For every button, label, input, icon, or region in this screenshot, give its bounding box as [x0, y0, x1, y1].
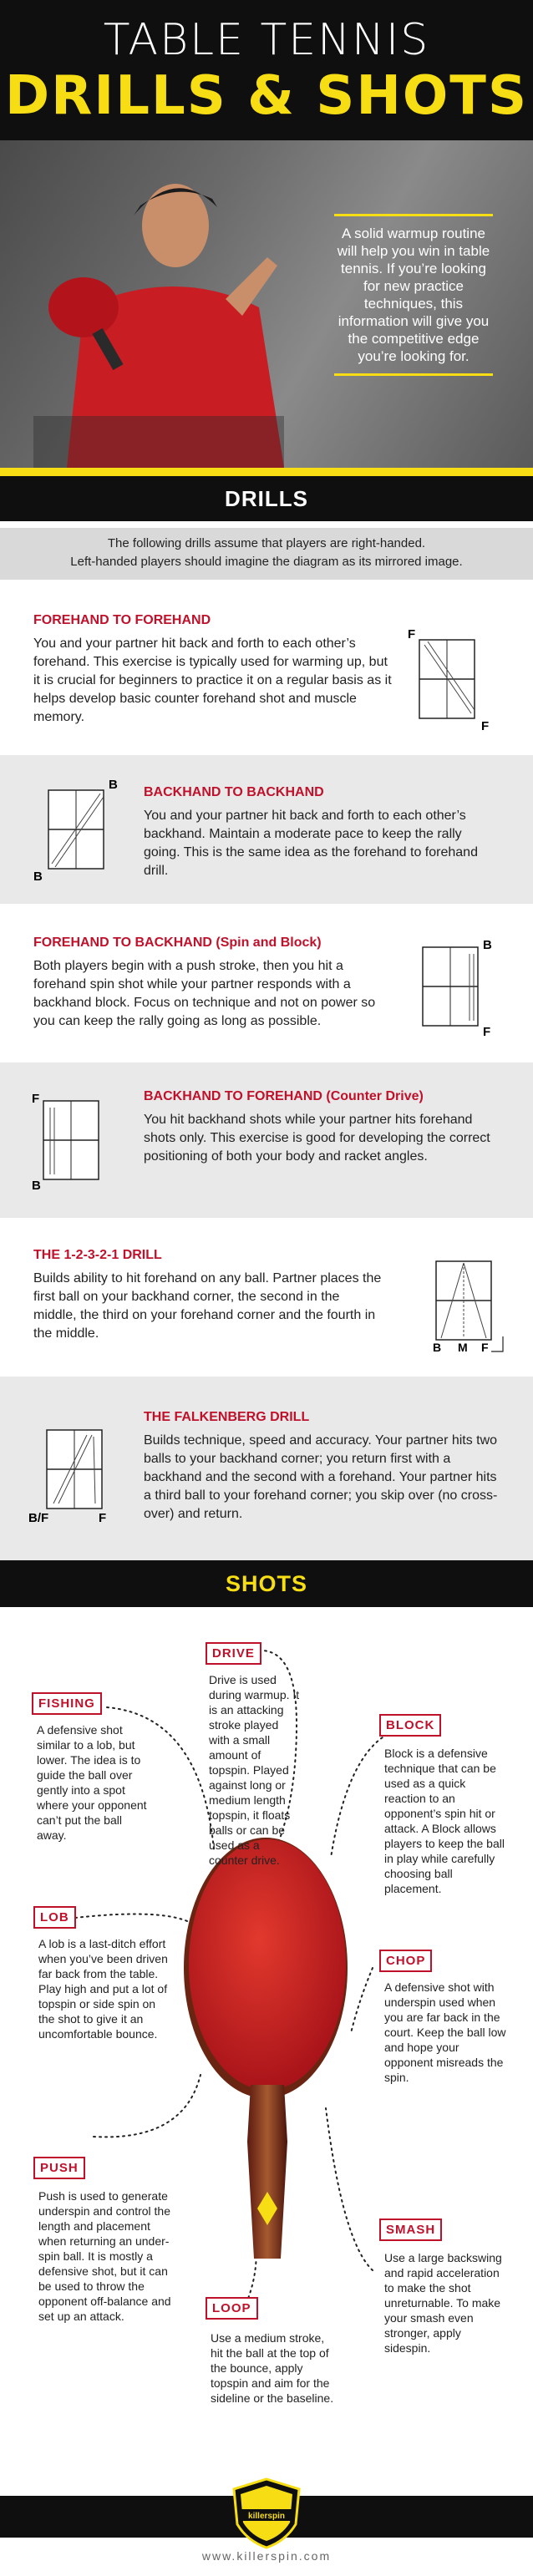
- drill-description: Builds ability to hit forehand on any ball. Partner places the first ball on your backhand corner, the second in the middle, the third on your forehand corner and the fourth in the middle.: [33, 1271, 382, 1341]
- shots-section-title: SHOTS: [0, 1560, 533, 1607]
- drill-backhand-to-backhand: [0, 755, 533, 904]
- diagram-label: F: [408, 627, 416, 641]
- shot-description-fishing: A defensive shot similar to a lob, but lower. The idea is to guide the ball over gently into a spot where your opponent can’t put the ball away.: [37, 1723, 147, 1842]
- drill-forehand-to-backhand: [0, 904, 533, 1062]
- header-title-line1: TABLE TENNIS: [103, 15, 430, 65]
- diagram-label: F: [481, 1341, 489, 1353]
- drills-section-title: DRILLS: [0, 476, 533, 521]
- drill-falkenberg: [0, 1377, 533, 1560]
- drill-description: Both players begin with a push stroke, then you hit a forehand spin shot while your partner responds with a backhand block. Focus on technique and not on power so you can keep the rally going as long as possible.: [33, 959, 376, 1028]
- shot-description-chop: A defensive shot with underspin used when you are far back in the court. Keep the ball low and hope your opponent misreads the spin.: [384, 1980, 506, 2084]
- header: [0, 0, 533, 140]
- drill-title: THE FALKENBERG DRILL: [144, 1410, 310, 1424]
- drill-1-2-3-2-1: [0, 1218, 533, 1377]
- header-title-line2: DRILLS & SHOTS: [4, 65, 529, 127]
- drill-description: You hit backhand shots while your partner hits forehand shots only. This exercise is good for developing the correct positioning of both your body and racket angles.: [144, 1113, 490, 1164]
- hero-photo: [0, 140, 533, 468]
- shot-label-smash: SMASH: [379, 2219, 442, 2241]
- diagram-label: F: [481, 719, 490, 732]
- player-illustration: [33, 165, 284, 468]
- shot-label-fishing: FISHING: [32, 1692, 102, 1715]
- shot-label-chop: CHOP: [379, 1950, 432, 1972]
- drill-diagram: [25, 1084, 117, 1193]
- drill-description: You and your partner hit back and forth to each other’s backhand. Maintain a moderate pace to keep the rally going. This is the same idea as the forehand to forehand drill.: [144, 809, 478, 878]
- diagram-label: B: [109, 778, 118, 792]
- diagram-label: B: [33, 870, 43, 882]
- drills-intro-line1: The following drills assume that players are right-handed.: [107, 536, 426, 550]
- shot-description-block: Block is a defensive technique that can be used as a quick reaction to an opponent’s spin hit or attack. A Block allows players to keep the ball in play while carefully choosing ball placement.: [384, 1747, 505, 1895]
- hero-overlay-text: A solid warmup routine will help you win in table tennis. If you’re looking for new practice techniques, this information will give you the competitive edge you’re looking for.: [334, 214, 493, 376]
- shot-label-block: BLOCK: [379, 1714, 441, 1737]
- killerspin-logo: [229, 2477, 304, 2549]
- drill-forehand-to-forehand: [0, 595, 533, 755]
- diagram-label: F: [99, 1511, 107, 1525]
- shot-description-push: Push is used to generate underspin and control the length and placement when returning an under-spin ball. It is mostly a defensive shot, but it can be used to throw the opponent off-balance and set up an attack.: [38, 2189, 171, 2323]
- diagram-label: B/F: [28, 1511, 49, 1525]
- drill-description: You and your partner hit back and forth to each other’s forehand. This exercise is typically used for warming up, but it is crucial for beginners to practice it on a regular basis as it helps develop basic counter forehand shot and muscle memory.: [33, 636, 392, 724]
- diagram-label: F: [483, 1025, 491, 1039]
- diagram-label: B: [433, 1341, 442, 1353]
- drill-diagram: [404, 623, 496, 732]
- drill-diagram: [411, 931, 503, 1039]
- footer-url-link[interactable]: www.killerspin.com: [201, 2549, 332, 2563]
- drill-diagram: [28, 1413, 120, 1530]
- drill-diagram: [424, 1245, 508, 1353]
- shot-description-drive: Drive is used during warmup. It is an attacking stroke played with a small amount of topspin. Played against long or medium length topspin, it floats balls or can be used as a counter drive.: [209, 1673, 300, 1867]
- diagram-label: B: [32, 1179, 41, 1193]
- drill-title: THE 1-2-3-2-1 DRILL: [33, 1248, 162, 1262]
- shot-description-lob: A lob is a last-ditch effort when you’ve been driven far back from the table. Play high and put a lot of topspin or side spin on the shot to give it an uncomfortable bounce.: [38, 1937, 168, 2041]
- diagram-label: B: [483, 938, 492, 952]
- shot-label-loop: LOOP: [206, 2297, 258, 2320]
- shot-label-lob: LOB: [33, 1906, 76, 1929]
- diagram-label: M: [458, 1341, 468, 1353]
- drill-description: Builds technique, speed and accuracy. Your partner hits two balls to your backhand corner; you return first with a backhand and the second with a forehand. Your partner hits a third ball to your forehand corner; you skip over (no cross-over) and return.: [144, 1433, 498, 1521]
- logo-text: killerspin: [248, 2512, 285, 2521]
- shot-description-smash: Use a large backswing and rapid acceleration to make the shot unreturnable. To make your smash even stronger, apply sidespin.: [384, 2251, 502, 2355]
- diagram-label: F: [32, 1092, 40, 1106]
- drills-intro-line2: Left-handed players should imagine the diagram as its mirrored image.: [70, 555, 463, 569]
- drills-intro: [0, 528, 533, 580]
- drill-diagram: [30, 773, 130, 882]
- drill-title: FOREHAND TO FOREHAND: [33, 613, 211, 627]
- drill-title: BACKHAND TO BACKHAND: [144, 785, 324, 799]
- shot-description-loop: Use a medium stroke, hit the ball at the top of the bounce, apply topspin and aim for the sideline or the baseline.: [211, 2331, 334, 2405]
- drill-backhand-to-forehand: [0, 1062, 533, 1218]
- shot-label-push: PUSH: [33, 2157, 85, 2179]
- drill-title: FOREHAND TO BACKHAND (Spin and Block): [33, 936, 322, 950]
- shot-label-drive: DRIVE: [206, 1642, 261, 1665]
- drill-title: BACKHAND TO FOREHAND (Counter Drive): [144, 1089, 424, 1103]
